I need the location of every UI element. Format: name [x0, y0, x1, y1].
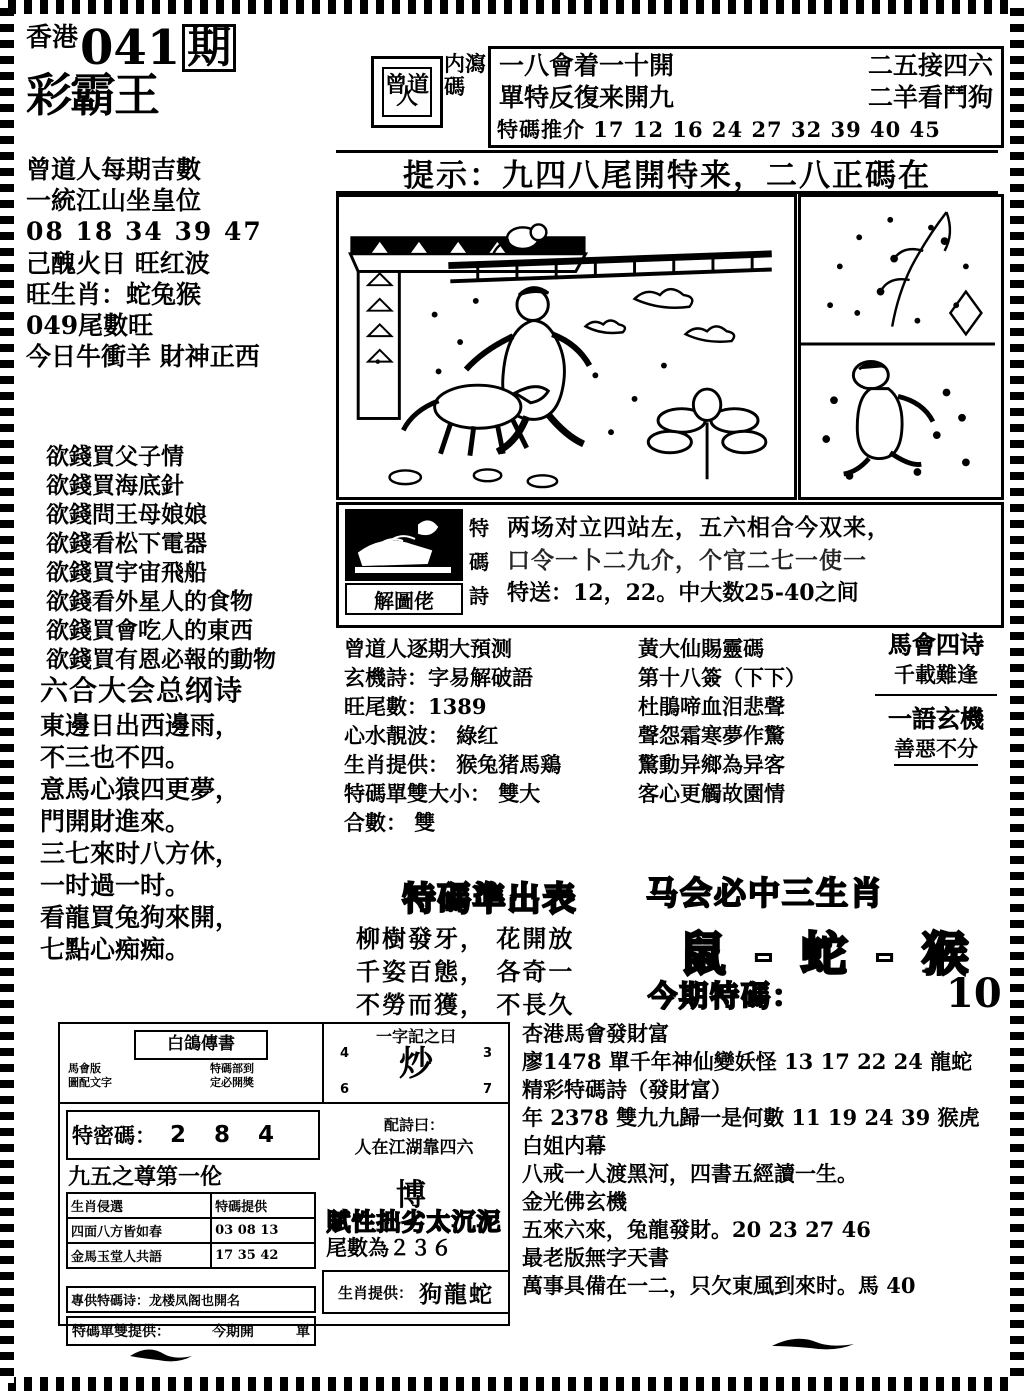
zodiac-heading: 马会必中三生肖	[646, 874, 885, 912]
secret-title: 一語玄機	[888, 704, 984, 733]
oracle-column	[638, 634, 868, 808]
main-poem	[40, 672, 340, 966]
one-word-title: 一字記之曰	[375, 1027, 456, 1046]
br-5: 八戒一人渡黑河，四書五經讀一生。	[522, 1161, 858, 1186]
peizhi-text: 人在江湖靠四六	[354, 1138, 474, 1158]
brand-logo	[26, 20, 326, 122]
mid-left-0: 曾道人逐期大預测	[344, 636, 512, 661]
brand-main: 彩霸王	[26, 68, 158, 122]
br-7: 五來六來，兔龍發財。20 23 27 46	[522, 1217, 871, 1242]
mid-left-4: 生肖提供： 猴兔猪馬鶏	[344, 752, 562, 777]
wish-0: 欲錢買父子情	[46, 443, 184, 470]
tema-code-box	[66, 1110, 320, 1160]
mid-center-0: 黃大仙賜靈碼	[638, 636, 764, 661]
hot-tips-box	[488, 46, 1004, 148]
secret-sub: 善惡不分	[894, 734, 978, 766]
tips-banner: 提示：九四八尾開特来，二八正碼在	[336, 150, 998, 194]
card-header	[60, 1024, 508, 1104]
card-sm-4: 定必開獎	[210, 1076, 254, 1089]
table-cell-1-0: 四面八方皆如春	[67, 1218, 211, 1243]
tema-icon-caption: 解圖佬	[345, 583, 463, 615]
weishu-line: 尾數為２３６	[326, 1235, 452, 1260]
today-code-number: 10	[946, 970, 1002, 1017]
br-3: 年 2378 雙九九歸一是何數 11 19 24 39 猴虎	[522, 1105, 980, 1130]
card-title: 白鴿傳書	[134, 1030, 268, 1060]
border-left	[0, 8, 14, 1383]
card-sm-3: 特碼部到	[210, 1062, 254, 1075]
tema-line-2: 口令一卜二九介，个官二七一使一	[507, 547, 867, 574]
left-line-1: 一統江山坐皇位	[26, 186, 202, 215]
mid-center-2: 杜鵑啼血泪悲聲	[638, 694, 785, 719]
left-line-0: 曾道人每期吉數	[26, 155, 202, 184]
poem-line-5: 一时過一时。	[40, 871, 191, 900]
mid-center-3: 聲怨霜寒夢作驚	[638, 723, 785, 748]
poem4-1: 千姿百態， 各奇一	[356, 957, 575, 986]
racing-sub: 千載難逢	[894, 662, 978, 687]
tema-line-3: 特送：12，22。中大数25-40之间	[507, 580, 859, 606]
illustration-svg	[339, 197, 788, 491]
wish-1: 欲錢買海底針	[46, 472, 184, 499]
tema-label: 特碼詩	[469, 516, 489, 608]
poem4-0: 柳樹發牙， 花開放	[356, 924, 575, 953]
hot-1b: 二五接四六	[867, 51, 993, 80]
brand-top: 香港	[26, 23, 79, 53]
mid-left-5: 特碼單雙大小： 雙大	[344, 781, 541, 806]
card-table	[66, 1192, 316, 1269]
corner-3: 7	[482, 1082, 492, 1097]
hot-1a: 一八會着一十開	[499, 51, 675, 80]
tail-numbers: 049尾數旺	[26, 311, 154, 340]
br-8: 最老版無字天書	[522, 1245, 669, 1270]
hand-icon	[345, 509, 463, 581]
br-4: 白姐内幕	[522, 1133, 606, 1158]
left-line2-1: 旺生肖：蛇兔猴	[26, 280, 202, 309]
corner-1: 3	[482, 1046, 492, 1061]
parity-val1: 今期開	[212, 1324, 254, 1340]
racing-title: 馬會四诗	[888, 630, 984, 659]
hot-row-1	[491, 49, 1001, 81]
side-illustration	[798, 194, 1004, 500]
seal-stamp	[371, 56, 443, 128]
br-0: 杏港馬會發財富	[522, 1021, 669, 1046]
mid-left-2: 旺尾數：1389	[344, 694, 487, 719]
table-row	[67, 1243, 315, 1268]
tema-code-label: 特密碼：	[72, 1123, 156, 1148]
issue-suffix: 期	[182, 24, 236, 72]
peizhi-label: 配詩曰：	[383, 1116, 444, 1134]
side-illustration-svg	[801, 197, 995, 491]
wish-6: 欲錢買會吃人的東西	[46, 617, 253, 644]
table-cell-1-1: 03 08 13	[211, 1218, 315, 1243]
wish-4: 欲錢買宇宙飛船	[46, 559, 207, 586]
seal-inner: 曾道人	[382, 67, 432, 117]
table-row	[67, 1218, 315, 1243]
poem-line-7: 七點心痴痴。	[40, 935, 191, 964]
zodiac-provide-value: 狗龍蛇	[419, 1280, 494, 1308]
poem-line-4: 三七來时八方休，	[40, 839, 241, 868]
br-1: 廖1478 單千年神仙變妖怪 13 17 22 24 龍蛇	[522, 1049, 973, 1074]
zodiac-provide-label: 生肖提供：	[337, 1283, 413, 1302]
card-sm-1: 馬會版	[68, 1062, 101, 1075]
hot-2b: 二羊看鬥狗	[867, 83, 993, 112]
neima-label: 内瀉碼	[444, 51, 486, 99]
zodiac-provide-box	[322, 1270, 510, 1314]
tema-text	[507, 511, 993, 609]
poem-line-3: 門開財進來。	[40, 807, 191, 836]
peizhi-block	[328, 1114, 500, 1160]
bottom-right-list	[522, 1020, 1008, 1300]
hot-2a: 單特反復来開九	[499, 83, 675, 112]
parity-val2: 單	[296, 1324, 310, 1340]
footer-mark-left	[126, 1342, 196, 1362]
corner-0: 4	[340, 1046, 350, 1061]
parity-label: 特碼單雙提供：	[72, 1324, 170, 1340]
br-9: 萬事具備在一二，只欠東風到來时。馬 40	[522, 1273, 916, 1298]
table-cell-2-1: 17 35 42	[211, 1243, 315, 1268]
today-code-label: 今期特碼：	[648, 979, 804, 1013]
wish-3: 欲錢看松下電器	[46, 530, 207, 557]
nine-five-line: 九五之尊第一伦	[68, 1164, 223, 1190]
border-right	[1010, 8, 1024, 1383]
mid-left-3: 心水靚波： 綠红	[344, 723, 499, 748]
card-sm-2: 圖配文字	[68, 1076, 112, 1089]
border-bottom	[8, 1377, 1016, 1391]
card-footer-row: 專供特碼诗：龙楼凤阁也開名	[66, 1286, 316, 1313]
main-illustration	[336, 194, 797, 500]
issue-number: 041	[80, 20, 181, 76]
wish-list	[46, 442, 346, 674]
content-area	[26, 20, 1002, 1370]
wish-5: 欲錢看外星人的食物	[46, 588, 253, 615]
table-cell-2-0: 金馬玉堂人共語	[67, 1243, 211, 1268]
mid-left-1: 玄機詩：字易解破語	[344, 665, 533, 690]
mid-left-6: 合數： 雙	[344, 810, 436, 835]
fuxing-line: 賦性拙劣太沉泥	[326, 1207, 502, 1236]
tema-poem-box	[336, 502, 1004, 628]
poem-title: 六合大会总纲诗	[40, 674, 244, 707]
mid-center-1: 第十八簽（下下）	[638, 665, 806, 690]
lucky-numbers: 08 18 34 39 47	[26, 217, 263, 246]
zodiac-animals: 鼠 - 蛇 - 猴	[679, 927, 975, 981]
footer-mark-right	[768, 1334, 858, 1352]
left-line2-0: 己醜火日 旺红波	[26, 249, 210, 278]
border-top	[8, 0, 1016, 14]
table-head-1: 特碼提供	[211, 1193, 315, 1218]
hot-row-2	[491, 81, 1001, 113]
table-head-0: 生肖侵選	[67, 1193, 211, 1218]
left-line3-0: 今日牛衝羊 財神正西	[26, 342, 260, 371]
br-6: 金光佛玄機	[522, 1189, 627, 1214]
one-word-char: 炒	[399, 1044, 433, 1084]
tema-code-value: 2 8 4	[170, 1122, 285, 1148]
four-line-poem	[356, 922, 646, 1021]
poem-line-6: 看龍買兔狗來開，	[40, 903, 241, 932]
mid-center-5: 客心更觸故園情	[638, 781, 785, 806]
poem-line-1: 不三也不四。	[40, 743, 191, 772]
racing-column	[871, 630, 1001, 766]
accurate-table-banner: 特碼準出表	[402, 878, 578, 918]
pigeon-card	[58, 1022, 510, 1340]
divider	[875, 694, 997, 696]
poem4-2: 不勞而獲， 不長久	[356, 990, 575, 1019]
mid-center-4: 驚動异鄉為异客	[638, 752, 785, 777]
table-row	[67, 1193, 315, 1218]
wish-7: 欲錢買有恩必報的動物	[46, 646, 276, 673]
tema-line-1: 两场对立四站左，五六相合今双来，	[507, 514, 891, 541]
left-column	[26, 154, 326, 372]
tema-icon	[345, 509, 463, 615]
hot-recommend: 特碼推介 17 12 16 24 27 32 39 40 45	[497, 117, 941, 142]
poem-line-0: 東邊日出西邊雨，	[40, 711, 241, 740]
br-2: 精彩特碼詩（發財富）	[522, 1077, 732, 1102]
wish-2: 欲錢問王母娘娘	[46, 501, 207, 528]
prediction-column	[344, 634, 629, 837]
poem-line-2: 意馬心猿四更夢，	[40, 775, 241, 804]
card-right-header	[322, 1024, 508, 1102]
blog-char: 博	[396, 1178, 426, 1213]
corner-2: 6	[340, 1082, 350, 1097]
